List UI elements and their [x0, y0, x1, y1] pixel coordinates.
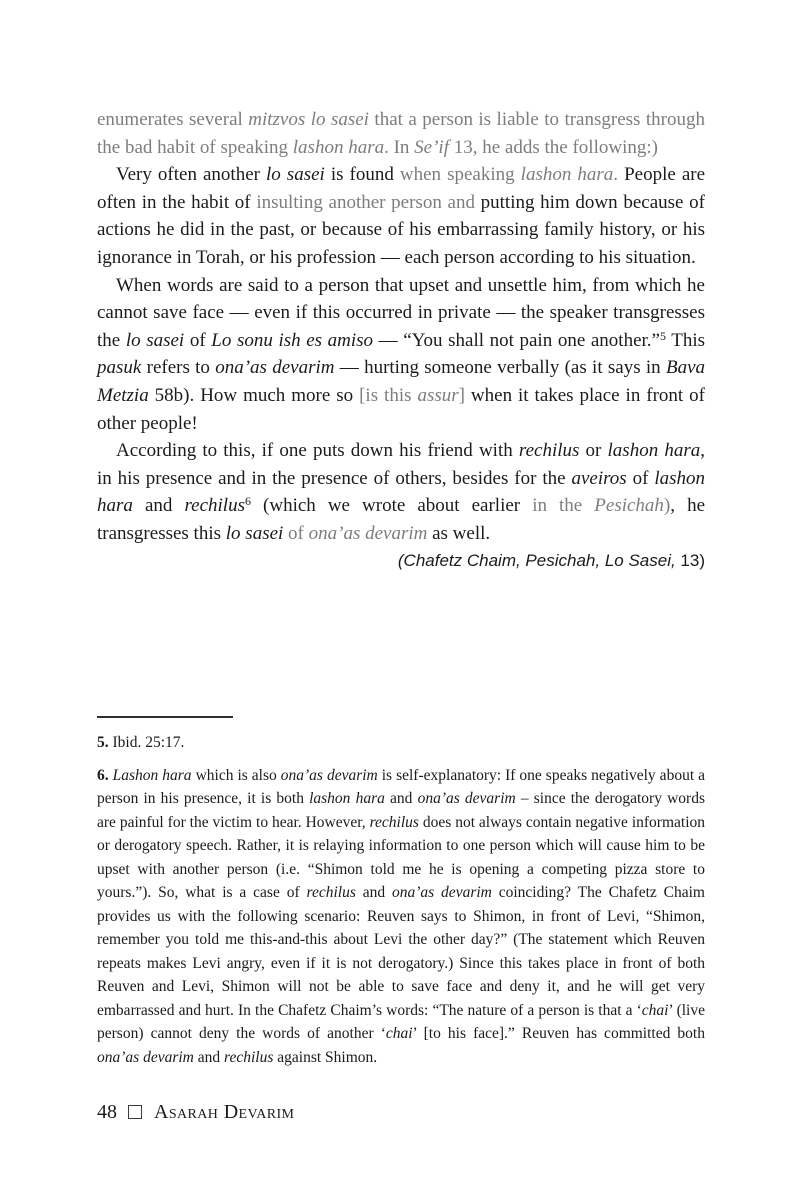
text-segment: — “You shall not pain one another.” — [373, 329, 660, 351]
footnote-number: 6. — [97, 766, 109, 784]
text-segment: of — [288, 522, 309, 544]
text-segment: ona’as devarim — [97, 1048, 194, 1066]
body-paragraph-quote-2 — [97, 272, 705, 438]
text-segment: People are often in the habit of — [97, 164, 706, 213]
text-segment: According to this, if one puts down his friend with — [116, 440, 519, 462]
footnote-text — [113, 734, 185, 751]
open-square-icon — [128, 1105, 142, 1119]
text-segment: Bava Metzia — [97, 357, 706, 406]
text-segment: Very often another — [116, 164, 266, 186]
text-segment: – since the derogatory words are painful for the victim to hear. However, — [97, 790, 705, 831]
text-segment: insulting another person and — [256, 191, 481, 213]
text-segment: and — [193, 1048, 225, 1066]
text-segment: 58b). How much more so — [148, 384, 360, 406]
text-segment: of — [626, 467, 655, 489]
text-segment: ] — [458, 384, 465, 406]
quote-attribution-number: 13) — [675, 550, 705, 570]
text-segment: as well. — [427, 522, 491, 544]
text-segment: assur — [417, 384, 459, 406]
quote-attribution-source: (Chafetz Chaim, Pesichah, Lo Sasei, — [397, 550, 676, 570]
text-segment: lashon hara — [607, 440, 701, 462]
text-segment: lo sasei — [225, 522, 284, 544]
footnote-reference: 6 — [244, 494, 251, 509]
text-segment: chai — [385, 1025, 413, 1042]
footnote-separator-rule — [97, 716, 233, 718]
footnote-reference: 5 — [659, 328, 666, 343]
footnote-6 — [97, 764, 705, 1070]
text-segment: . — [613, 164, 625, 186]
text-segment: refers to — [141, 357, 216, 379]
footnote-number: 5. — [97, 734, 109, 751]
text-segment: [is this — [359, 384, 418, 406]
main-text-block — [97, 106, 705, 571]
text-segment: rechilus — [224, 1048, 274, 1066]
text-segment: lashon hara — [292, 136, 385, 158]
text-segment: ) — [663, 495, 671, 517]
text-segment: of — [184, 329, 212, 351]
text-segment: — hurting someone verbally (as it says in — [334, 357, 666, 379]
text-segment: lo sasei — [265, 164, 325, 186]
body-paragraph-quote-3 — [97, 437, 705, 547]
text-segment: enumerates several — [97, 109, 249, 130]
text-segment: Se’if — [414, 136, 449, 158]
text-segment: is found — [324, 164, 400, 186]
text-segment: lo sasei — [125, 329, 185, 351]
footnotes-section — [97, 716, 705, 1078]
text-segment: , in his presence and in the presence of others, besides for the — [97, 440, 705, 489]
text-segment: rechilus — [184, 495, 245, 517]
text-segment: or — [579, 440, 608, 462]
quote-attribution — [97, 551, 705, 571]
text-segment: Ibid. 25:17. — [112, 734, 185, 751]
page-number: 48 — [97, 1101, 117, 1123]
text-segment: , he transgresses this — [97, 495, 705, 544]
text-segment: ona’as devarim — [308, 522, 428, 544]
text-segment: ona’as devarim — [280, 766, 378, 784]
text-segment: which is also — [191, 766, 281, 784]
text-segment: When words are said to a person that upset and unsettle him, from which he cannot save face — even if this occurred in private — the speaker transgresses the — [97, 274, 705, 351]
text-segment: lashon hara — [520, 164, 614, 186]
text-segment: aveiros — [571, 467, 627, 489]
text-segment: ’ (live person) cannot deny the words of another ‘ — [97, 1001, 705, 1042]
text-segment: putting him down because of actions he did in the past, or because of his embarrassing family history, or his ignorance in Torah, or his profession — each person according to his situation. — [97, 191, 705, 268]
text-segment: rechilus — [518, 440, 580, 462]
text-segment: does not always contain negative information or derogatory speech. Rather, it is relaying information to one person which will cause him to be upset with another person (i.e. “Shimon told me he is opening a competing pizza store to yours.”). So, what is a case of — [97, 813, 706, 901]
text-segment: that a person is liable to transgress through the bad habit of speaking — [97, 109, 706, 158]
text-segment: . In — [384, 136, 415, 158]
text-segment: (which we wrote about earlier — [250, 495, 533, 517]
text-segment: and — [355, 884, 392, 901]
footnote-5 — [97, 731, 705, 755]
text-segment: ’ [to his face].” Reuven has committed both — [412, 1025, 705, 1042]
text-segment: and — [132, 495, 185, 517]
text-segment: lashon hara — [309, 790, 385, 807]
text-segment: mitzvos lo sasei — [248, 109, 369, 130]
text-segment: Pesichah — [594, 495, 664, 517]
text-segment: Lo sonu ish es amiso — [211, 329, 374, 351]
text-segment: and — [384, 790, 418, 807]
body-paragraph-intro — [97, 106, 705, 161]
text-segment: 13, he adds the following:) — [449, 136, 658, 158]
text-segment: This — [665, 329, 706, 351]
text-segment: against Shimon. — [273, 1048, 378, 1066]
text-segment: in the — [532, 495, 595, 517]
text-segment: lashon hara — [97, 467, 706, 517]
text-segment: coinciding? The Chafetz Chaim provides us with the following scenario: Reuven says to Shimon, in front of Levi, “Shimon, remember you told me this-and-this about Levi the other day?” (The statement which Reuven repeats makes Levi angry, even if it is not derogatory.) Since this takes place in front of both Reuven and Levi, Shimon will not be able to save face and deny it, and he will get very embarrassed and hurt. In the Chafetz Chaim’s words: “The nature of a person is that a ‘ — [97, 884, 705, 1019]
text-segment: ona’as devarim — [392, 884, 492, 901]
text-segment: when it takes place in front of other people! — [97, 384, 705, 434]
text-segment: is self-explanatory: If one speaks negatively about a person in his presence, it is both — [97, 766, 705, 807]
page-footer — [97, 1101, 294, 1124]
book-title: Asarah Devarim — [154, 1101, 295, 1123]
text-segment: when speaking — [399, 164, 521, 186]
text-segment: pasuk — [97, 357, 142, 379]
text-segment: ona’as devarim — [417, 790, 516, 807]
text-segment: rechilus — [306, 884, 356, 901]
text-segment: chai — [641, 1001, 669, 1019]
text-segment: Lashon hara — [112, 766, 192, 784]
text-segment: ona’as devarim — [215, 357, 335, 379]
body-paragraph-quote-1 — [97, 161, 705, 271]
text-segment: rechilus — [369, 813, 419, 831]
footnote-text — [97, 767, 705, 1066]
